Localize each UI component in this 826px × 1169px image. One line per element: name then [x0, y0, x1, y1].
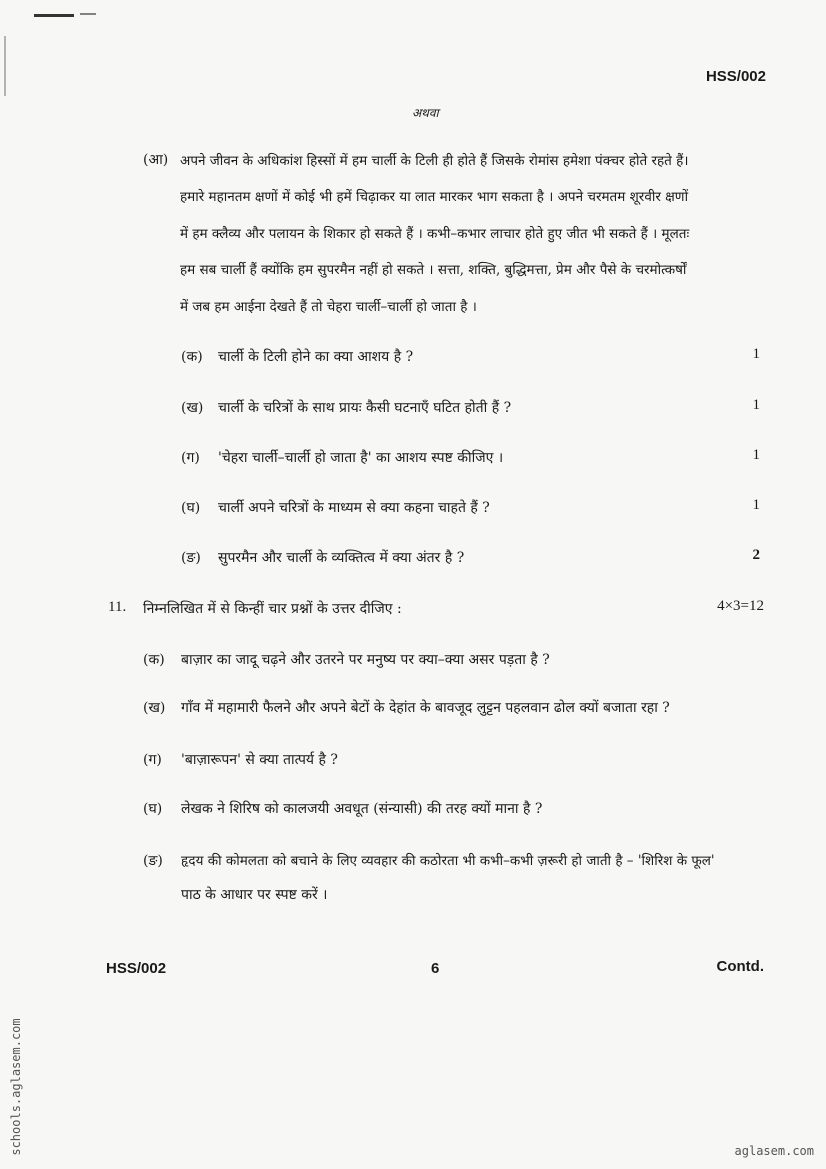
- header-code: HSS/002: [705, 68, 766, 85]
- question-label: (क): [143, 652, 165, 668]
- passage-line: में हम क्लैव्य और पलायन के शिकार हो सकते हैं । कभी–कभार लाचार होते हुए जीत भी सकते हैं । मूलतः: [180, 226, 690, 242]
- question-marks: 1: [752, 346, 760, 362]
- scan-artifact: [34, 14, 74, 17]
- footer-code: HSS/002: [106, 960, 167, 977]
- question-text: लेखक ने शिरिष को कालजयी अवधूत (संन्यासी) की तरह क्यों माना है ?: [181, 801, 543, 817]
- question-label: (ग): [143, 752, 162, 768]
- question-label: (घ): [143, 801, 163, 817]
- athva-label: अथवा: [412, 106, 439, 120]
- passage-line: में जब हम आईना देखते हैं तो चेहरा चार्ली–चार्ली हो जाता है ।: [180, 299, 477, 315]
- question-label: (क): [181, 349, 203, 365]
- question-marks: 1: [752, 497, 760, 513]
- question-marks: 1: [752, 447, 760, 463]
- question-marks: 1: [752, 397, 760, 413]
- contd-label: Contd.: [716, 958, 764, 975]
- question-label: (ङ): [143, 853, 163, 869]
- question-label: (ख): [143, 700, 166, 716]
- question-label: (ख): [181, 400, 204, 416]
- scan-artifact: [80, 13, 96, 15]
- scan-artifact: [4, 36, 6, 96]
- passage-line: हम सब चार्ली हैं क्योंकि हम सुपरमैन नहीं हो सकते । सत्ता, शक्ति, बुद्धिमत्ता, प्रेम और पैसे के चरमोत्कर्षों: [180, 262, 687, 278]
- question-text: चार्ली अपने चरित्रों के माध्यम से क्या कहना चाहते हैं ?: [218, 500, 490, 516]
- passage-label: (आ): [143, 152, 169, 168]
- passage-line: हमारे महानतम क्षणों में कोई भी हमें चिढ़ाकर या लात मारकर भाग सकता है । अपने चरमतम शूरवीर क्षणों: [180, 189, 689, 205]
- question-text-continued: पाठ के आधार पर स्पष्ट करें ।: [181, 887, 328, 903]
- question-text: चार्ली के चरित्रों के साथ प्रायः कैसी घटनाएँ घटित होती हैं ?: [218, 400, 512, 416]
- question-label: (ग): [181, 450, 200, 466]
- question-label: (घ): [181, 500, 201, 516]
- page-number: 6: [431, 960, 440, 977]
- question-marks: 2: [752, 547, 760, 563]
- question-text: 'बाज़ारूपन' से क्या तात्पर्य है ?: [181, 752, 338, 768]
- question-instruction: निम्नलिखित में से किन्हीं चार प्रश्नों के उत्तर दीजिए :: [143, 601, 402, 617]
- question-marks: 4×3=12: [717, 598, 764, 614]
- side-watermark: schools.aglasem.com: [9, 1018, 23, 1156]
- question-text: 'चेहरा चार्ली–चार्ली हो जाता है' का आशय स्पष्ट कीजिए ।: [218, 450, 504, 466]
- question-text: हृदय की कोमलता को बचाने के लिए व्यवहार की कठोरता भी कभी–कभी ज़रूरी हो जाती है – 'शिरिश के फूल': [181, 853, 715, 869]
- question-label: (ङ): [181, 550, 201, 566]
- question-number: 11.: [108, 599, 127, 615]
- question-text: गाँव में महामारी फैलने और अपने बेटों के देहांत के बावजूद लुट्टन पहलवान ढोल क्यों बजाता रहा ?: [181, 700, 670, 716]
- question-text: सुपरमैन और चार्ली के व्यक्तित्व में क्या अंतर है ?: [218, 550, 465, 566]
- passage-line: अपने जीवन के अधिकांश हिस्सों में हम चार्ली के टिली ही होते हैं जिसके रोमांस हमेशा पंक्चर होते रहते हैं।: [180, 153, 689, 169]
- question-text: बाज़ार का जादू चढ़ने और उतरने पर मनुष्य पर क्या–क्या असर पड़ता है ?: [181, 652, 550, 668]
- question-text: चार्ली के टिली होने का क्या आशय है ?: [218, 349, 414, 365]
- bottom-watermark: aglasem.com: [734, 1144, 814, 1158]
